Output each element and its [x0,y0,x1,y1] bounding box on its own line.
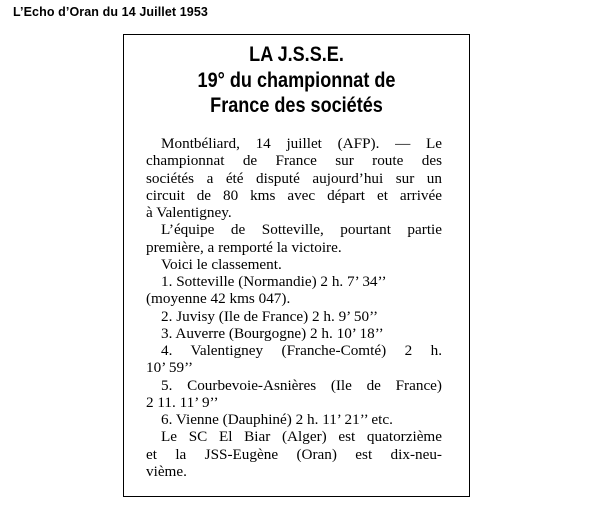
article-text-line: championnat de France sur route des [146,152,442,170]
article-text-line: 1. Sotteville (Normandie) 2 h. 7’ 34’’ [161,273,387,290]
article-text-line: circuit de 80 kms avec départ et arrivée [146,186,442,204]
article-text-line: 10’ 59’’ [146,359,194,377]
article-text-line: (moyenne 42 kms 047). [146,290,291,308]
headline-line: 19° du championnat de [197,67,396,92]
article-text-line: 2. Juvisy (Ile de France) 2 h. 9’ 50’’ [161,307,379,325]
article-text-line: 3. Auverre (Bourgogne) 2 h. 10’ 18’’ [161,324,384,342]
article-text-line: 2 11. 11’ 9’’ [146,393,219,411]
article-text-line: L’équipe de Sotteville, pourtant partie [161,221,442,239]
article-text-line: première, a remporté la victoire. [146,238,342,256]
article-headline [152,42,442,119]
article-text-line: Montbéliard, 14 juillet (AFP). — Le [161,135,442,152]
article-text-line: Le SC El Biar (Alger) est quatorzième [161,428,442,446]
article-text-line: 5. Courbevoie-Asnières (Ile de France) [161,376,442,394]
article-body [146,135,442,480]
article-text-line: 6. Vienne (Dauphiné) 2 h. 11’ 21’’ etc. [161,411,393,428]
article-text-line: vième. [146,462,187,480]
article-text-line: et la JSS-Eugène (Oran) est dix-neu- [146,445,442,463]
article-text-line: à Valentigney. [146,204,232,221]
article-text-line: Voici le classement. [161,255,282,273]
headline-line: France des sociétés [210,93,383,117]
article-text-line: 4. Valentigney (Franche-Comté) 2 h. [161,342,442,359]
news-article [123,34,470,497]
headline-line: LA J.S.S.E. [249,42,344,66]
article-text-line: sociétés a été disputé aujourd’hui sur un [146,169,442,187]
source-caption: L’Echo d’Oran du 14 Juillet 1953 [13,5,208,19]
